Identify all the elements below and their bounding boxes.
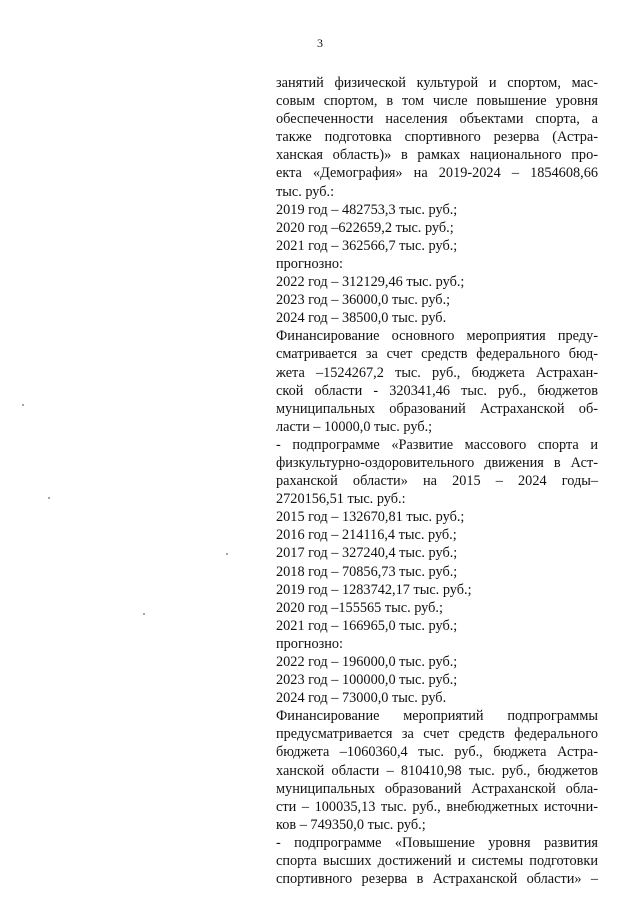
text-line: спорта высших достижений и системы подготовки <box>276 853 598 870</box>
scan-speck <box>143 613 145 615</box>
text-line: 2022 год – 312129,46 тыс. руб.; <box>276 274 465 291</box>
text-line: также подготовка спортивного резерва (Астра- <box>276 129 598 146</box>
page-number: 3 <box>317 36 323 50</box>
text-line: совым спортом, в том числе повышение уровня <box>276 93 598 110</box>
text-line: 2022 год – 196000,0 тыс. руб.; <box>276 654 458 670</box>
text-line: раханской области» на 2015 – 2024 годы– <box>276 473 598 490</box>
text-line: тыс. руб.: <box>276 183 335 200</box>
scan-speck <box>48 497 50 499</box>
text-line: 2020 год –155565 тыс. руб.; <box>276 599 443 616</box>
text-line: прогнозно: <box>276 635 344 652</box>
text-line: физкультурно-оздоровительного движения в Аст- <box>276 454 598 471</box>
text-line: 2024 год – 73000,0 тыс. руб. <box>276 690 447 707</box>
scan-speck <box>226 553 228 555</box>
text-line: - подпрограмме «Повышение уровня развития <box>276 834 598 851</box>
text-line: предусматривается за счет средств федерального <box>276 726 598 743</box>
text-line: - подпрограмме «Развитие массового спорта и <box>276 436 598 453</box>
body-text <box>276 74 598 888</box>
text-line: ханской области – 810410,98 тыс. руб., бюджетов <box>276 762 598 779</box>
text-line: 2024 год – 38500,0 тыс. руб. <box>276 310 447 327</box>
text-line: 2021 год – 362566,7 тыс. руб.; <box>276 237 458 254</box>
text-line: 2016 год – 214116,4 тыс. руб.; <box>276 527 457 544</box>
text-line: сти – 100035,13 тыс. руб., внебюджетных источни- <box>276 798 598 815</box>
text-line: Финансирование мероприятий подпрограммы <box>276 708 598 725</box>
text-line: 2021 год – 166965,0 тыс. руб.; <box>276 617 458 634</box>
text-line: екта «Демография» на 2019-2024 – 1854608,66 <box>276 165 598 182</box>
text-line: муниципальных образований Астраханской об- <box>276 400 598 417</box>
text-line: 2019 год – 1283742,17 тыс. руб.; <box>276 581 472 598</box>
text-line: ханская область)» в рамках национального про- <box>276 147 598 164</box>
text-line: спортивного резерва в Астраханской области» – <box>276 871 598 888</box>
text-line: жета –1524267,2 тыс. руб., бюджета Астрахан- <box>276 364 598 381</box>
text-line: муниципальных образований Астраханской обла- <box>276 780 598 797</box>
text-line: занятий физической культурой и спортом, мас- <box>276 75 598 91</box>
text-line: ской области - 320341,46 тыс. руб., бюджетов <box>276 382 598 399</box>
text-line: 2023 год – 100000,0 тыс. руб.; <box>276 672 458 689</box>
text-line: Финансирование основного мероприятия преду- <box>276 328 598 345</box>
text-line: 2023 год – 36000,0 тыс. руб.; <box>276 292 451 309</box>
text-line: 2020 год –622659,2 тыс. руб.; <box>276 219 454 236</box>
text-line: ласти – 10000,0 тыс. руб.; <box>276 418 433 435</box>
text-line: сматривается за счет средств федерального бюд- <box>276 346 598 363</box>
text-line: 2017 год – 327240,4 тыс. руб.; <box>276 545 458 562</box>
text-line: обеспеченности населения объектами спорта, а <box>276 111 598 128</box>
text-line: бюджета –1060360,4 тыс. руб., бюджета Астра- <box>276 744 598 761</box>
scan-speck <box>22 404 24 406</box>
text-line: 2015 год – 132670,81 тыс. руб.; <box>276 509 465 526</box>
text-line: прогнозно: <box>276 255 344 272</box>
text-line: 2720156,51 тыс. руб.: <box>276 491 406 508</box>
text-line: ков – 749350,0 тыс. руб.; <box>276 816 426 833</box>
text-line: 2018 год – 70856,73 тыс. руб.; <box>276 563 458 580</box>
text-line: 2019 год – 482753,3 тыс. руб.; <box>276 201 458 218</box>
